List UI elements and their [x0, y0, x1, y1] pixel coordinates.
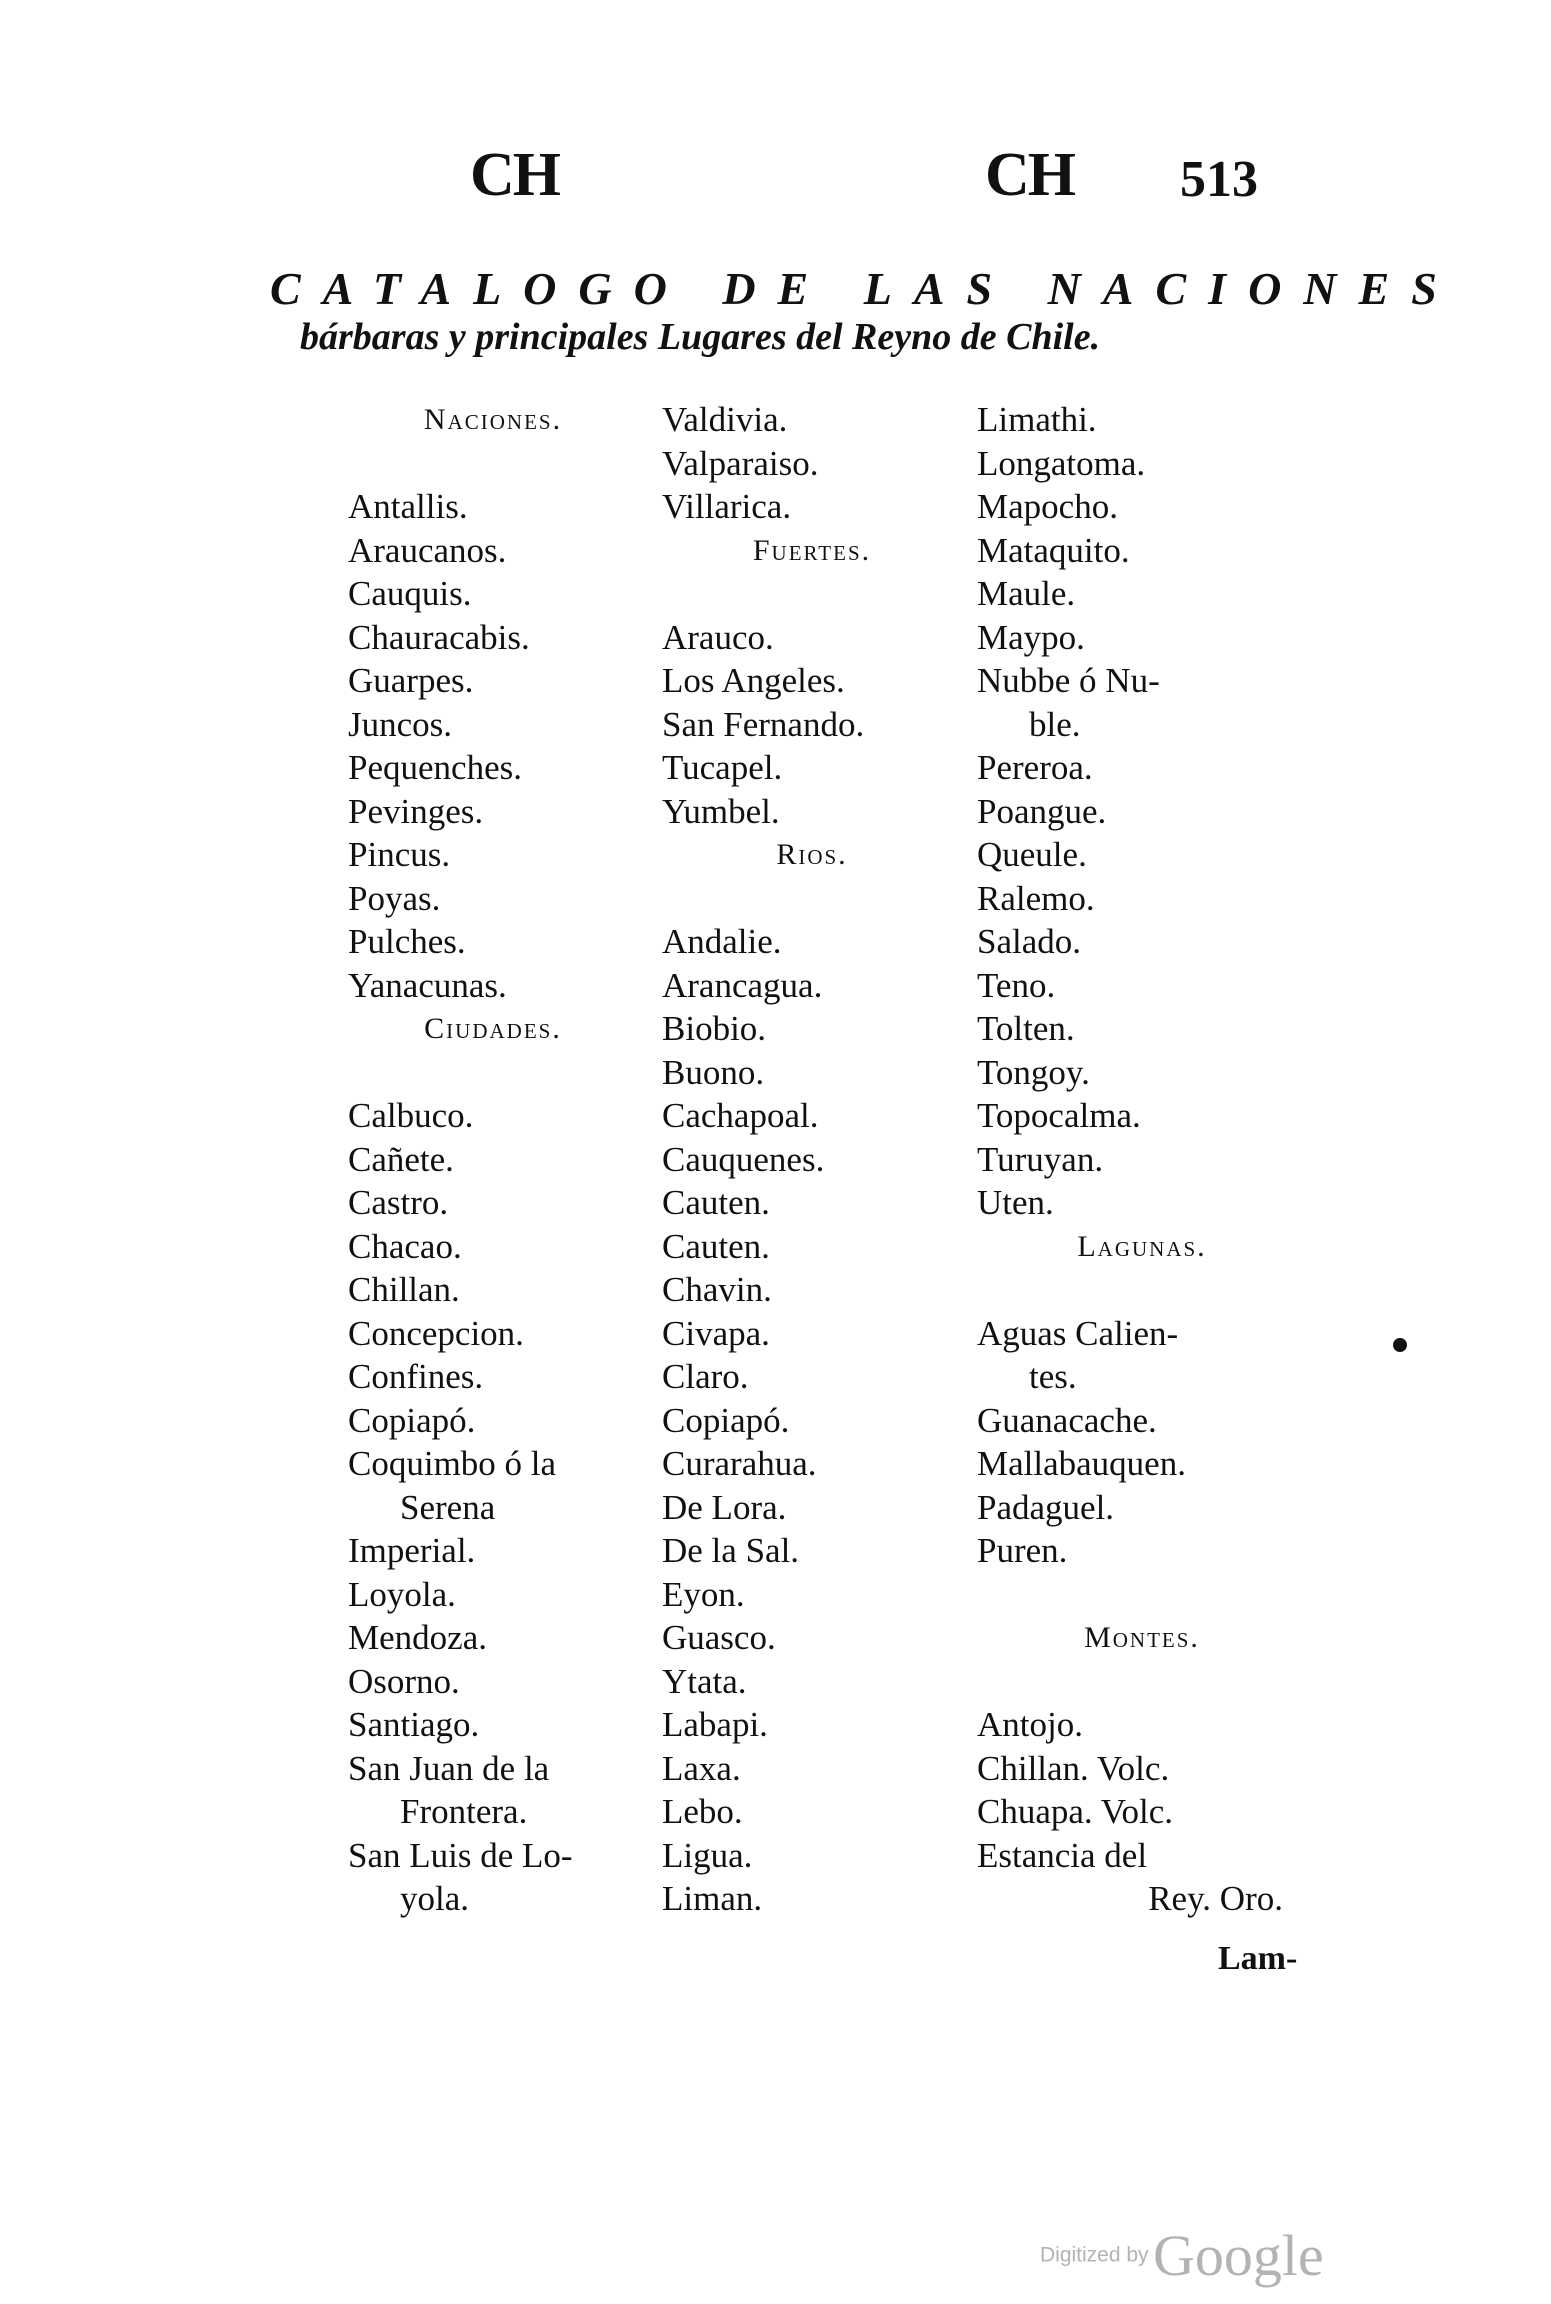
- catalog-entry: Padaguel.: [977, 1487, 1115, 1527]
- catalog-entry: Tolten.: [977, 1009, 1075, 1048]
- catalog-entry: Poangue.: [977, 791, 1107, 831]
- catalog-entry: Cauten.: [662, 1226, 770, 1266]
- google-logo: Google: [1153, 2223, 1324, 2288]
- catalog-entry: ble.: [1029, 704, 1081, 744]
- running-header-right: CH: [985, 141, 1074, 209]
- catalog-entry: Poyas.: [348, 878, 441, 918]
- catalog-entry: Estancia del: [977, 1835, 1148, 1875]
- catalog-entry: Maule.: [977, 574, 1076, 613]
- catalog-entry: Pulches.: [348, 922, 466, 961]
- catalog-entry: Pevinges.: [348, 791, 484, 831]
- catalog-entry: Yanacunas.: [348, 965, 507, 1005]
- catalog-entry: Frontera.: [400, 1792, 528, 1831]
- catalog-entry: Guanacache.: [977, 1400, 1157, 1440]
- catalog-entry: Yumbel.: [662, 791, 780, 831]
- column-3: [977, 398, 1307, 1921]
- catalog-entry: Guarpes.: [348, 661, 474, 700]
- catalog-entry: Araucanos.: [348, 530, 507, 570]
- spacer: [348, 442, 638, 486]
- catalog-entry: Mataquito.: [977, 530, 1130, 570]
- column-2: [662, 398, 962, 1921]
- catalog-entry: Valdivia.: [662, 400, 788, 439]
- catalog-entry: Ytata.: [662, 1661, 747, 1701]
- catalog-entry: Mapocho.: [977, 487, 1118, 526]
- catalog-entry: Serena: [400, 1487, 496, 1527]
- catalog-entry: Pereroa.: [977, 748, 1093, 787]
- catalog-entry: Ralemo.: [977, 878, 1095, 918]
- catalog-entry: Chacao.: [348, 1226, 462, 1266]
- catalog-entry: Topocalma.: [977, 1096, 1141, 1135]
- catalog-entry: Buono.: [662, 1052, 765, 1092]
- catalog-entry: Turuyan.: [977, 1139, 1104, 1179]
- running-header-left: CH: [470, 141, 559, 209]
- catalog-entry: Claro.: [662, 1357, 749, 1396]
- catalog-entry: Copiapó.: [348, 1400, 476, 1440]
- catalog-entry: Mallabauquen.: [977, 1444, 1186, 1483]
- catalog-entry: Osorno.: [348, 1661, 460, 1701]
- catalog-entry: Nubbe ó Nu-: [977, 661, 1160, 700]
- catalog-entry: Queule.: [977, 835, 1087, 874]
- spacer: [977, 1660, 1307, 1704]
- catalog-entry: Pincus.: [348, 835, 451, 874]
- catalog-entry: Cañete.: [348, 1139, 454, 1179]
- catalog-entry: Cachapoal.: [662, 1096, 819, 1135]
- catalog-entry: Copiapó.: [662, 1400, 790, 1440]
- section-heading: Montes.: [1084, 1621, 1200, 1654]
- catalog-entry: Puren.: [977, 1531, 1068, 1570]
- catalog-entry: Civapa.: [662, 1313, 770, 1353]
- catalog-entry: Teno.: [977, 965, 1056, 1005]
- spacer: [662, 572, 962, 616]
- catalog-entry: Limathi.: [977, 400, 1097, 439]
- catalog-entry: Pequenches.: [348, 748, 522, 787]
- section-heading: Rios.: [776, 838, 848, 871]
- spacer: [662, 877, 962, 921]
- catalog-entry: Loyola.: [348, 1574, 456, 1614]
- section-heading: Lagunas.: [1077, 1229, 1207, 1263]
- catalog-entry: Laxa.: [662, 1748, 741, 1788]
- catalog-entry: Antallis.: [348, 487, 468, 526]
- catalog-entry: yola.: [400, 1879, 470, 1918]
- catchword: Lam-: [1218, 1940, 1298, 1977]
- catalog-entry: Juncos.: [348, 704, 453, 744]
- column-1: [348, 398, 638, 1921]
- catalog-entry: Cauquenes.: [662, 1139, 825, 1179]
- catalog-entry: De la Sal.: [662, 1531, 800, 1570]
- catalog-entry: Salado.: [977, 922, 1082, 961]
- catalog-entry: San Fernando.: [662, 704, 865, 744]
- catalog-entry: Rey. Oro.: [1148, 1879, 1283, 1918]
- catalog-entry: Arancagua.: [662, 965, 823, 1005]
- ink-dot: [1393, 1338, 1407, 1352]
- catalog-entry: Cauquis.: [348, 574, 472, 613]
- catalog-entry: Mendoza.: [348, 1618, 487, 1657]
- watermark-prefix: Digitized by: [1040, 2243, 1149, 2267]
- catalog-entry: Chauracabis.: [348, 617, 530, 657]
- catalog-entry: Chuapa. Volc.: [977, 1792, 1174, 1831]
- catalog-entry: Lebo.: [662, 1792, 743, 1831]
- catalog-entry: Aguas Calien-: [977, 1313, 1179, 1353]
- catalog-entry: Villarica.: [662, 487, 792, 526]
- catalog-entry: Chillan.: [348, 1270, 460, 1309]
- catalog-entry: San Luis de Lo-: [348, 1835, 573, 1875]
- catalog-entry: Biobio.: [662, 1009, 767, 1048]
- catalog-entry: Valparaiso.: [662, 443, 819, 483]
- section-heading: Ciudades.: [424, 1012, 562, 1045]
- catalog-entry: Curarahua.: [662, 1444, 817, 1483]
- catalog-title: CATALOGO DE LAS NACIONES: [270, 263, 1459, 314]
- catalog-entry: Imperial.: [348, 1531, 476, 1570]
- catalog-entry: Longatoma.: [977, 443, 1146, 483]
- catalog-entry: De Lora.: [662, 1487, 787, 1527]
- spacer: [977, 1268, 1307, 1312]
- google-watermark: [1040, 2222, 1324, 2289]
- spacer: [977, 1573, 1307, 1617]
- catalog-entry: Calbuco.: [348, 1096, 474, 1135]
- catalog-entry: Liman.: [662, 1879, 763, 1918]
- page-number: 513: [1180, 151, 1258, 208]
- catalog-entry: Arauco.: [662, 617, 774, 657]
- catalog-entry: Labapi.: [662, 1705, 768, 1744]
- section-heading: Fuertes.: [752, 533, 872, 567]
- catalog-entry: Chavin.: [662, 1270, 772, 1309]
- catalog-entry: Santiago.: [348, 1705, 480, 1744]
- catalog-entry: Andalie.: [662, 922, 782, 961]
- catalog-entry: Maypo.: [977, 617, 1085, 657]
- catalog-entry: Coquimbo ó la: [348, 1444, 557, 1483]
- catalog-entry: Chillan. Volc.: [977, 1748, 1170, 1788]
- catalog-entry: Ligua.: [662, 1835, 753, 1875]
- catalog-entry: Tucapel.: [662, 748, 783, 787]
- catalog-entry: Castro.: [348, 1183, 449, 1222]
- catalog-entry: Tongoy.: [977, 1052, 1090, 1092]
- catalog-entry: Concepcion.: [348, 1313, 524, 1353]
- spacer: [348, 1051, 638, 1095]
- section-heading: Naciones.: [423, 403, 563, 436]
- catalog-entry: tes.: [1029, 1357, 1077, 1396]
- catalog-entry: Los Angeles.: [662, 661, 845, 700]
- catalog-entry: Cauten.: [662, 1183, 770, 1222]
- catalog-entry: Guasco.: [662, 1618, 776, 1657]
- catalog-entry: Confines.: [348, 1357, 484, 1396]
- catalog-entry: Eyon.: [662, 1574, 745, 1614]
- catalog-subtitle: bárbaras y principales Lugares del Reyno de Chile.: [300, 316, 1101, 358]
- catalog-entry: San Juan de la: [348, 1748, 550, 1788]
- catalog-entry: Antojo.: [977, 1705, 1083, 1744]
- catalog-entry: Uten.: [977, 1183, 1054, 1222]
